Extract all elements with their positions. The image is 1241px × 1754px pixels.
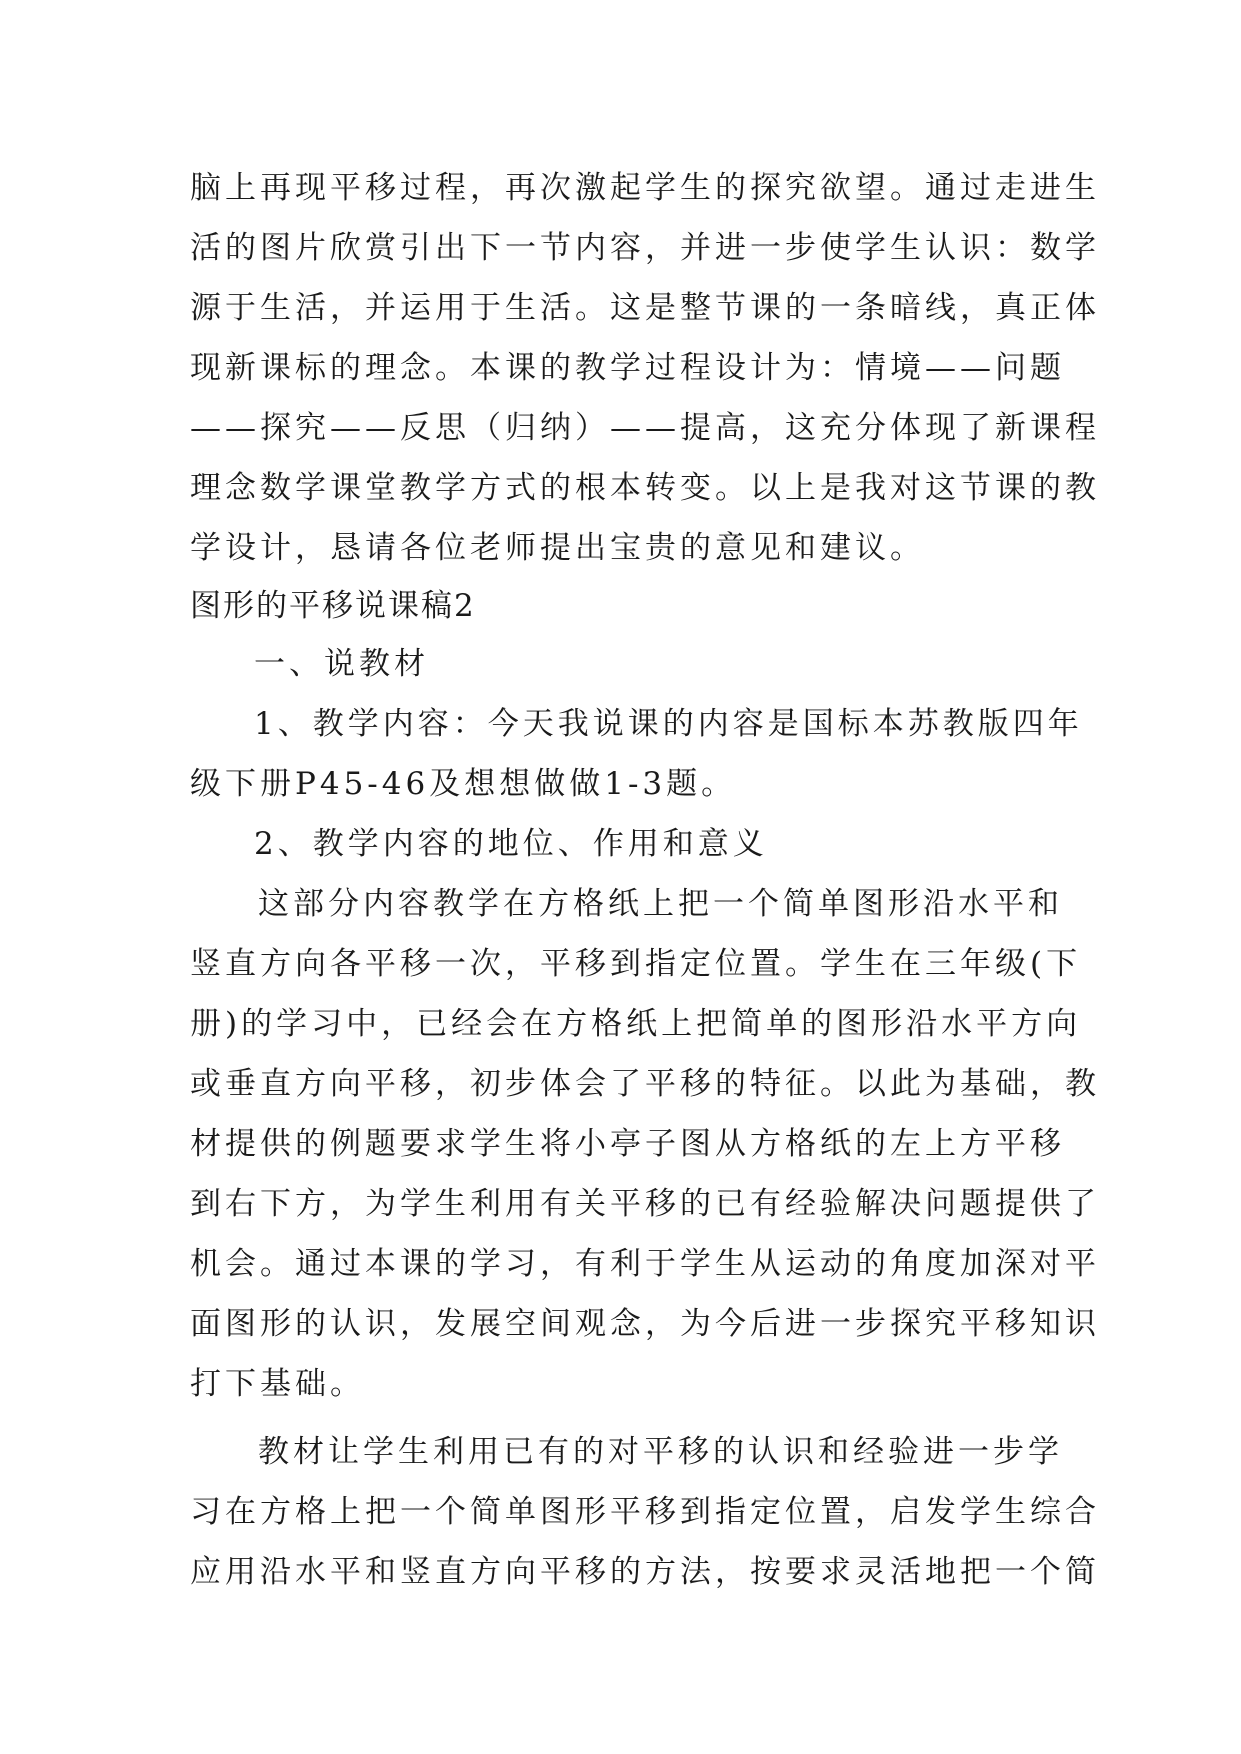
- paragraph-line: 册)的学习中，已经会在方格纸上把简单的图形沿水平方向: [190, 1006, 1082, 1042]
- paragraph-line: 打下基础。: [190, 1366, 365, 1402]
- section-title: 图形的平移说课稿2: [190, 588, 476, 624]
- paragraph-line: 源于生活，并运用于生活。这是整节课的一条暗线，真正体: [190, 290, 1100, 326]
- paragraph-line: 脑上再现平移过程，再次激起学生的探究欲望。通过走进生: [190, 170, 1100, 206]
- paragraph-line: 活的图片欣赏引出下一节内容，并进一步使学生认识：数学: [190, 230, 1100, 266]
- paragraph-line: 机会。通过本课的学习，有利于学生从运动的角度加深对平: [190, 1246, 1100, 1282]
- paragraph-line: 学设计，恳请各位老师提出宝贵的意见和建议。: [190, 530, 925, 566]
- item-1-line: 1、教学内容：今天我说课的内容是国标本苏教版四年: [254, 706, 1083, 742]
- paragraph-line: 竖直方向各平移一次，平移到指定位置。学生在三年级(下: [190, 946, 1082, 982]
- paragraph-line: 习在方格上把一个简单图形平移到指定位置，启发学生综合: [190, 1494, 1100, 1530]
- item-2-heading: 2、教学内容的地位、作用和意义: [254, 826, 768, 862]
- heading-shuo-jiaocai: 一、说教材: [254, 646, 429, 682]
- paragraph-line: 应用沿水平和竖直方向平移的方法，按要求灵活地把一个简: [190, 1554, 1100, 1590]
- paragraph-gap: [190, 1414, 1052, 1422]
- item-1-line: 级下册P45-46及想想做做1-3题。: [190, 766, 737, 802]
- paragraph-line: ——探究——反思（归纳）——提高，这充分体现了新课程: [190, 410, 1100, 446]
- paragraph-line: 或垂直方向平移，初步体会了平移的特征。以此为基础，教: [190, 1066, 1100, 1102]
- paragraph-line: 面图形的认识，发展空间观念，为今后进一步探究平移知识: [190, 1306, 1100, 1342]
- paragraph-line: 到右下方，为学生利用有关平移的已有经验解决问题提供了: [190, 1186, 1100, 1222]
- paragraph-line: 教材让学生利用已有的对平移的认识和经验进一步学: [258, 1434, 1063, 1470]
- paragraph-line: 理念数学课堂教学方式的根本转变。以上是我对这节课的教: [190, 470, 1100, 506]
- paragraph-line: 现新课标的理念。本课的教学过程设计为：情境——问题: [190, 350, 1065, 386]
- paragraph-line: 材提供的例题要求学生将小亭子图从方格纸的左上方平移: [190, 1126, 1065, 1162]
- paragraph-line: 这部分内容教学在方格纸上把一个简单图形沿水平和: [258, 886, 1063, 922]
- document-body: [190, 158, 1100, 1602]
